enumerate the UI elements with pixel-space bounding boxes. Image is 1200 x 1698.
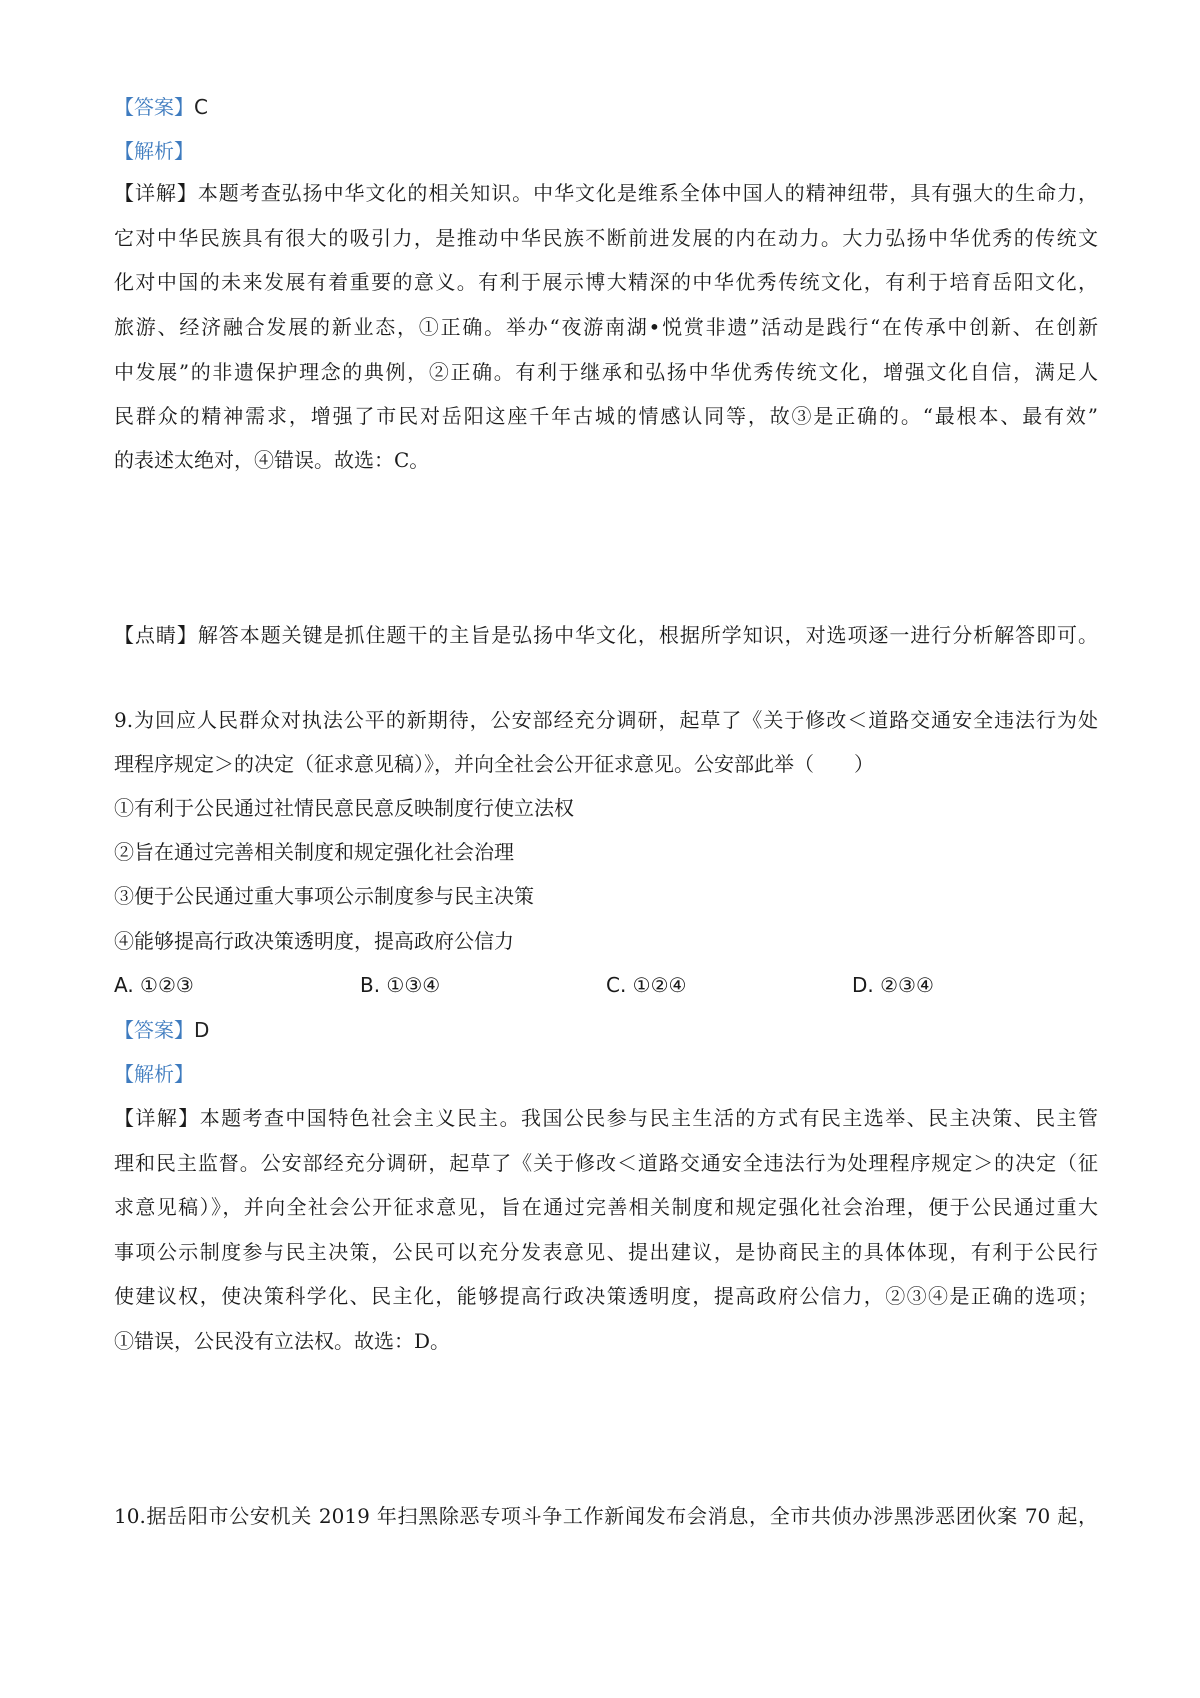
answer-value: D bbox=[194, 1018, 210, 1042]
q9-detail-line: 理和民主监督。公安部经充分调研，起草了《关于修改＜道路交通安全违法行为处理程序规定＞的决定（征 bbox=[114, 1151, 1098, 1175]
q8-detail-line: 化对中国的未来发展有着重要的意义。有利于展示博大精深的中华优秀传统文化，有利于培育岳阳文化， bbox=[114, 270, 1098, 294]
q8-detail-line: 旅游、经济融合发展的新业态，①正确。举办“夜游南湖•悦赏非遗”活动是践行“在传承中创新、在创新 bbox=[114, 315, 1098, 339]
q8-detail-line: 中发展”的非遗保护理念的典例，②正确。有利于继承和弘扬中华优秀传统文化，增强文化自信，满足人 bbox=[114, 360, 1098, 384]
q8-detail-line: 它对中华民族具有很大的吸引力，是推动中华民族不断前进发展的内在动力。大力弘扬中华优秀的传统文 bbox=[114, 226, 1098, 250]
answer-value: C bbox=[194, 95, 208, 119]
q9-statement: ④能够提高行政决策透明度，提高政府公信力 bbox=[114, 929, 514, 953]
option-b[interactable]: B. ①③④ bbox=[360, 973, 441, 997]
q9-detail-line: 求意见稿）》，并向全社会公开征求意见，旨在通过完善相关制度和规定强化社会治理，便于公民通过重大 bbox=[114, 1195, 1098, 1219]
q9-analysis-tag: 【解析】 bbox=[114, 1062, 194, 1086]
q9-statement: ②旨在通过完善相关制度和规定强化社会治理 bbox=[114, 840, 514, 864]
q9-answer bbox=[114, 1015, 209, 1045]
q8-detail-line: 民群众的精神需求，增强了市民对岳阳这座千年古城的情感认同等，故③是正确的。“最根本、最有效” bbox=[114, 404, 1098, 428]
q8-point: 【点睛】解答本题关键是抓住题干的主旨是弘扬中华文化，根据所学知识，对选项逐一进行分析解答即可。 bbox=[114, 623, 1098, 647]
q8-detail-line: 的表述太绝对，④错误。故选：C。 bbox=[114, 448, 430, 472]
q9-detail-line: 【详解】本题考查中国特色社会主义民主。我国公民参与民主生活的方式有民主选举、民主决策、民主管 bbox=[114, 1106, 1098, 1130]
answer-tag: 【答案】 bbox=[114, 95, 194, 119]
q8-analysis-tag: 【解析】 bbox=[114, 139, 194, 163]
q10-stem-line: 10.据岳阳市公安机关 2019 年扫黑除恶专项斗争工作新闻发布会消息，全市共侦办涉黑涉恶团伙案 70 起， bbox=[114, 1504, 1098, 1528]
q9-detail-line: 使建议权，使决策科学化、民主化，能够提高行政决策透明度，提高政府公信力，②③④是正确的选项； bbox=[114, 1284, 1098, 1308]
q9-detail-line: 事项公示制度参与民主决策，公民可以充分发表意见、提出建议，是协商民主的具体体现，有利于公民行 bbox=[114, 1240, 1098, 1264]
q9-statement: ③便于公民通过重大事项公示制度参与民主决策 bbox=[114, 884, 534, 908]
option-d[interactable]: D. ②③④ bbox=[852, 973, 934, 997]
q9-detail-line: ①错误，公民没有立法权。故选：D。 bbox=[114, 1329, 451, 1353]
answer-tag: 【答案】 bbox=[114, 1018, 194, 1042]
q9-options bbox=[114, 970, 1098, 1000]
q9-statement: ①有利于公民通过社情民意民意反映制度行使立法权 bbox=[114, 796, 574, 820]
q9-stem-line: 9.为回应人民群众对执法公平的新期待，公安部经充分调研，起草了《关于修改＜道路交通安全违法行为处 bbox=[114, 708, 1098, 732]
q8-answer bbox=[114, 92, 208, 122]
q8-detail-line: 【详解】本题考查弘扬中华文化的相关知识。中华文化是维系全体中国人的精神纽带，具有强大的生命力， bbox=[114, 181, 1098, 205]
option-c[interactable]: C. ①②④ bbox=[606, 973, 687, 997]
q9-stem-line: 理程序规定＞的决定（征求意见稿）》，并向全社会公开征求意见。公安部此举（ ） bbox=[114, 752, 874, 776]
option-a[interactable]: A. ①②③ bbox=[114, 973, 194, 997]
